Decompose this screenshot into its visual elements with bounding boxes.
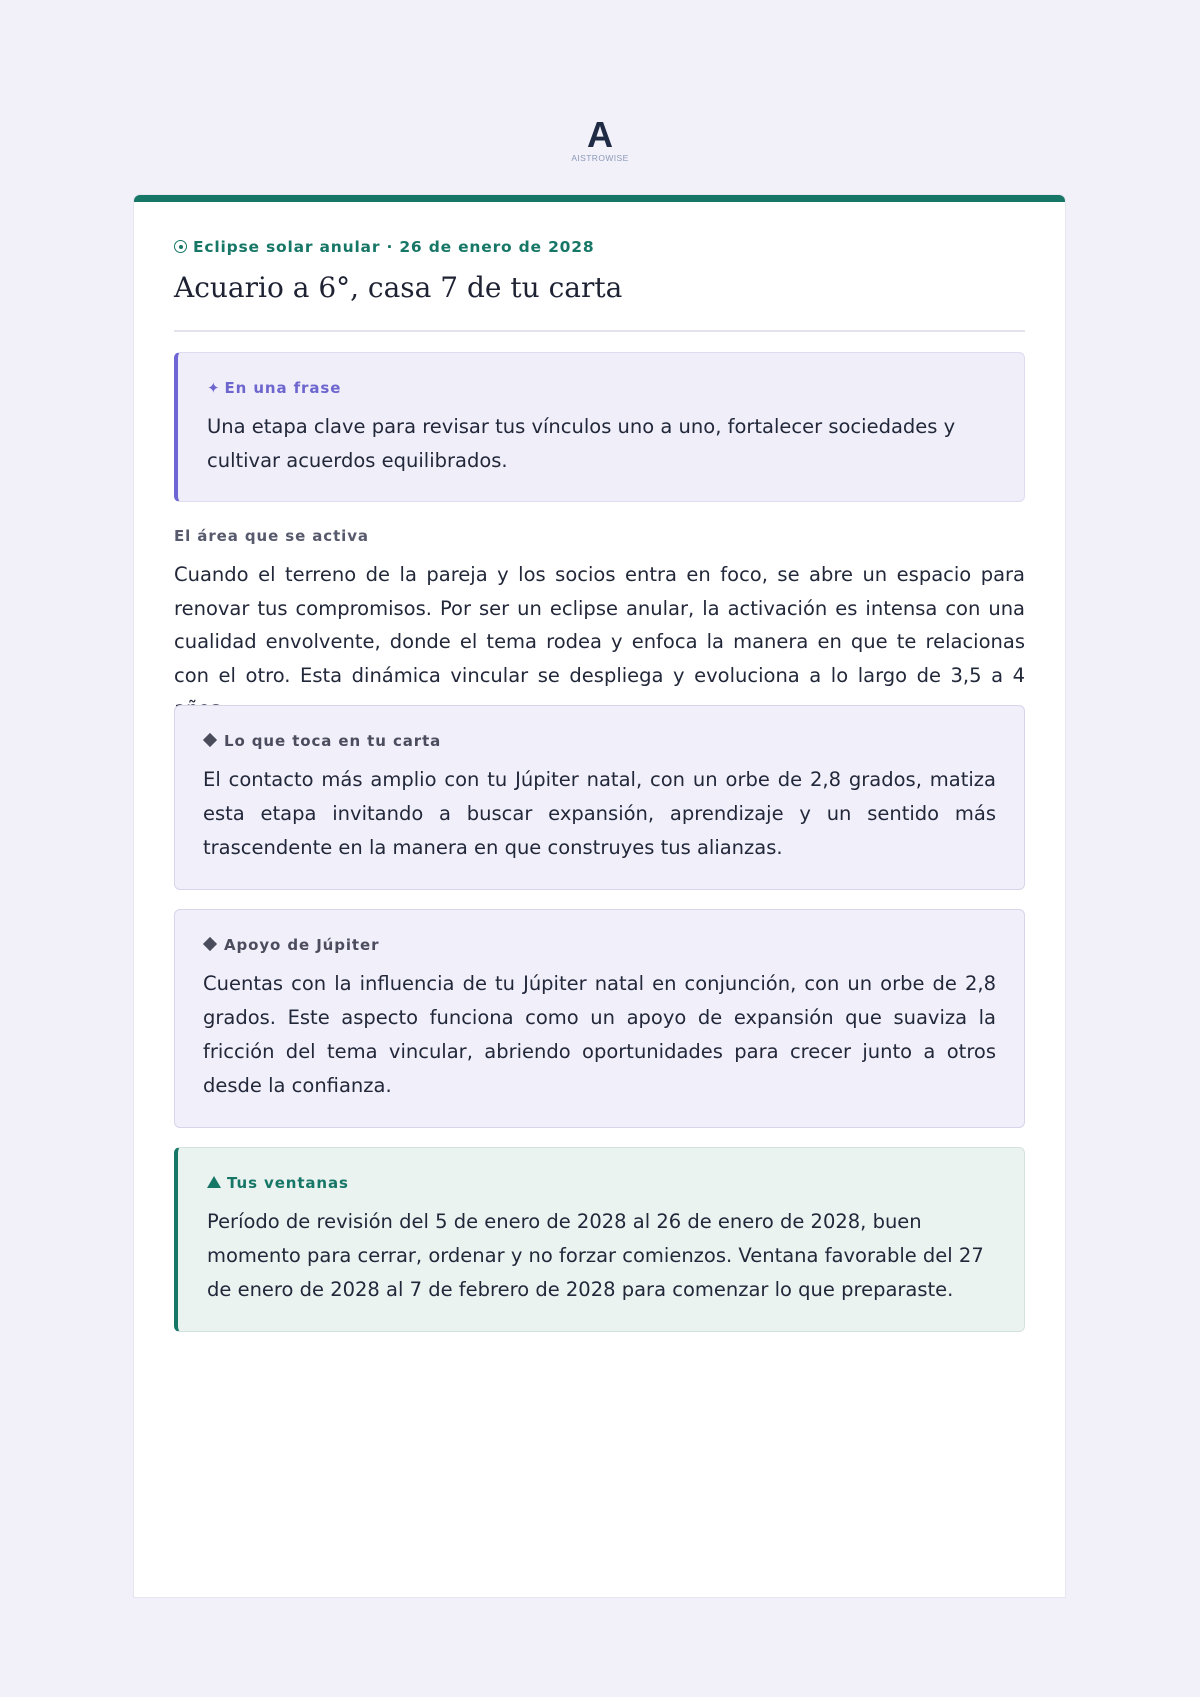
windows-label-text: Tus ventanas — [227, 1174, 349, 1192]
brand-logo — [0, 114, 1200, 163]
diamond-icon — [203, 733, 217, 747]
target-icon — [174, 240, 187, 253]
chart-touch-text: El contacto más amplio con tu Júpiter natal, con un orbe de 2,8 grados, matiza esta etapa invitando a buscar expansión, aprendizaje y un sentido más trascendente en la manera en que construyes tus alianzas. — [203, 768, 996, 859]
jupiter-support-label-text: Apoyo de Júpiter — [224, 936, 380, 954]
area-label: El área que se activa — [174, 527, 369, 545]
area-text: Cuando el terreno de la pareja y los socios entra en foco, se abre un espacio para renovar tus compromisos. Por ser un eclipse anular, la activación es intensa con una cualidad envolvente, donde el tema rodea y enfoca la manera en que te relacionas con el otro. Esta dinámica vincular se despliega y evoluciona a lo largo de 3,5 a 4 — [174, 563, 1025, 687]
logo-wordmark: AISTROWISE — [571, 153, 629, 163]
windows-label — [207, 1174, 349, 1192]
diamond-icon — [203, 937, 217, 951]
eclipse-kicker — [174, 238, 594, 256]
phrase-text: Una etapa clave para revisar tus vínculos uno a uno, fortalecer sociedades y cultivar acuerdos equilibrados. — [207, 415, 956, 472]
chart-touch-label — [203, 732, 441, 750]
title-divider — [174, 330, 1025, 332]
windows-box — [174, 1147, 1025, 1332]
chart-touch-box — [174, 705, 1025, 890]
eclipse-card — [134, 195, 1065, 1597]
phrase-label — [207, 379, 341, 397]
sparkle-icon: ✦ — [207, 379, 221, 397]
kicker-text: Eclipse solar anular · 26 de enero de 2028 — [193, 238, 595, 256]
windows-text: Período de revisión del 5 de enero de 2028 al 26 de enero de 2028, buen momento para cerrar, ordenar y no forzar comienzos. Ventana favorable del 27 de enero de 2028 al 7 de febrero de 2028 para comenzar lo que preparaste. — [207, 1210, 984, 1301]
page-title: Acuario a 6°, casa 7 de tu carta — [174, 271, 623, 304]
jupiter-support-box — [174, 909, 1025, 1128]
chart-touch-label-text: Lo que toca en tu carta — [224, 732, 442, 750]
jupiter-support-text: Cuentas con la influencia de tu Júpiter natal en conjunción, con un orbe de 2,8 grados. Este aspecto funciona como un apoyo de expansión que suaviza la fricción del tema vincular, abriendo oportunidades para crecer junto a otros desde la confianza. — [203, 972, 996, 1097]
jupiter-support-label — [203, 936, 379, 954]
phrase-box — [174, 352, 1025, 502]
triangle-icon — [207, 1176, 221, 1188]
phrase-label-text: En una frase — [224, 379, 342, 397]
logo-mark: A — [587, 114, 613, 155]
